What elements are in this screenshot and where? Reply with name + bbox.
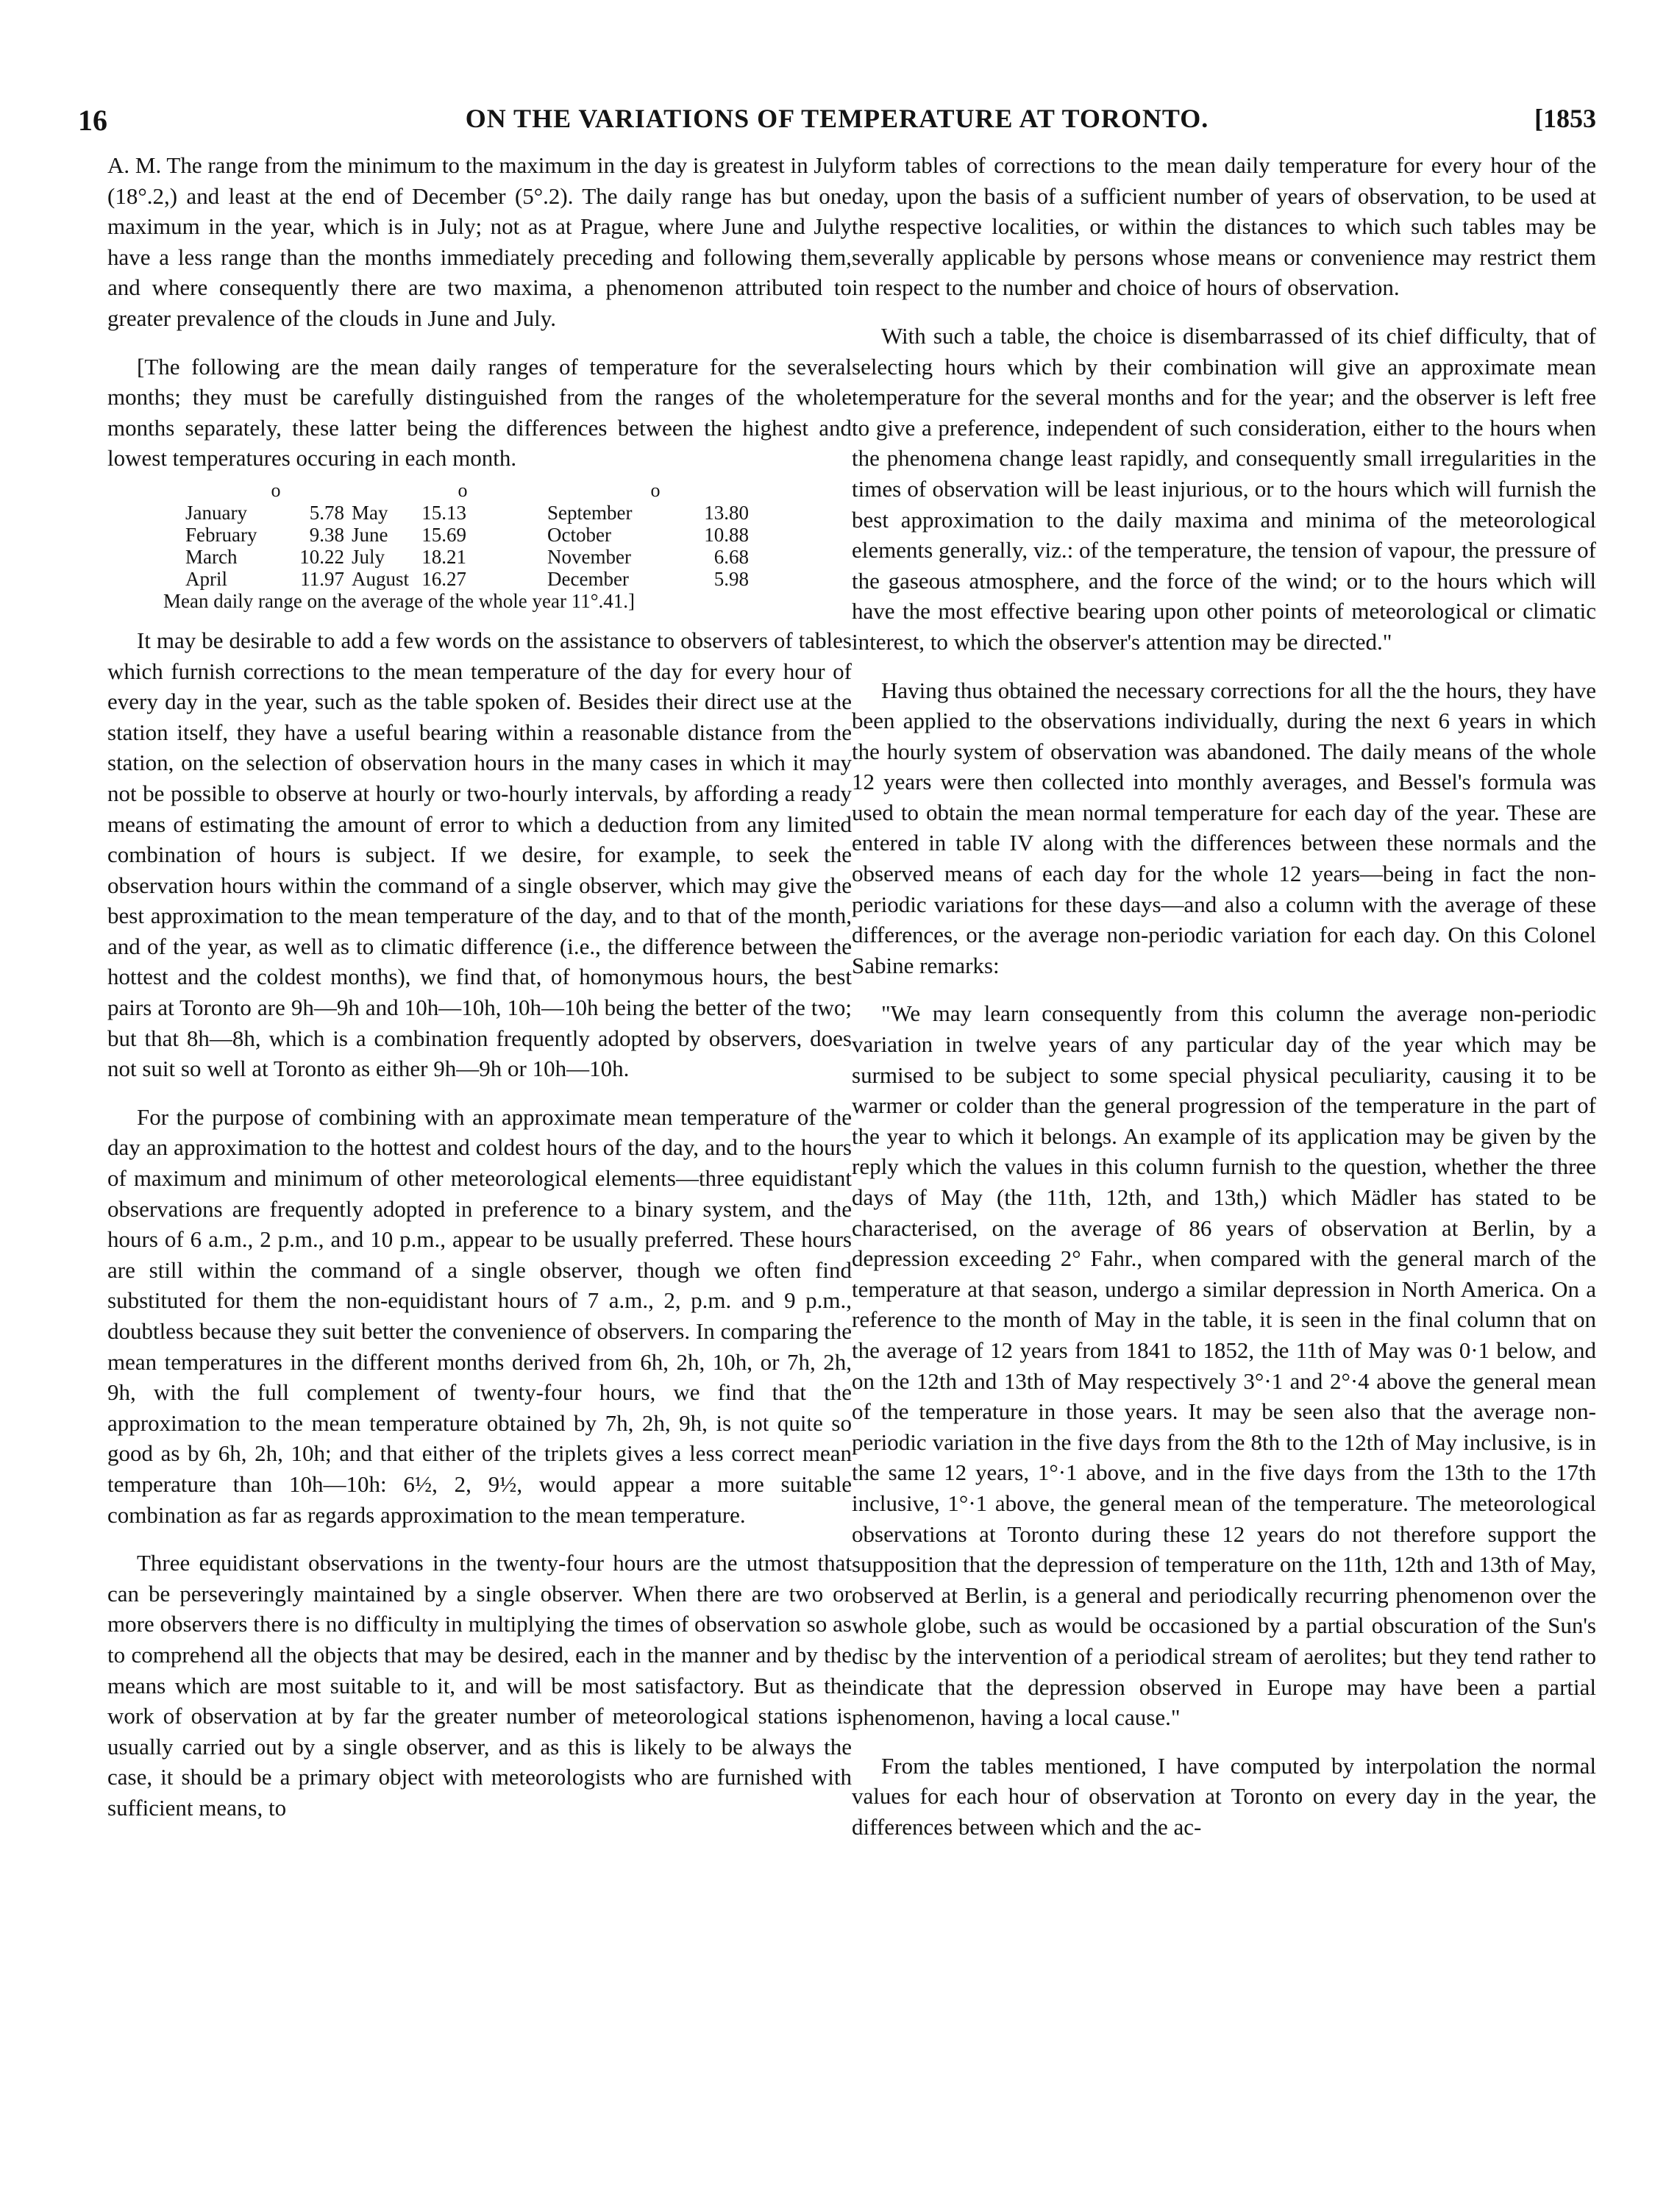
page-title: ON THE VARIATIONS OF TEMPERATURE AT TORONTO. — [465, 104, 1209, 133]
quotation: "We may learn consequently from this column the average non-periodic variation in twelve years of any particular day of the year which may be surmised to be subject to some special physical peculiarity, causing it to be warmer or colder than the general progression of the temperature in the part of the year to which it belongs. An example of its application may be given by the reply which the values in this column furnish to the question, whether the three days of May (the 11th, 12th, and 13th,) which Mädler has stated to be characterised, on the average of 86 years of observation at Berlin, by a depression exceeding 2° Fahr., when compared with the general march of the temperature at that season, undergo a similar depression in North America. On a reference to the month of May in the table, it is seen in the final column that on the average of 12 years from 1841 to 1852, the 11th of May was 0·1 below, and on the 12th and 13th of May respectively 3°·1 and 2°·4 above the general mean of the temperature in those years. It may be seen also that the average non-periodic variation in the five days from the 8th to the 12th of May inclusive, is in the same 12 years, 1°·1 above, and in the five days from the 13th to the 17th inclusive, 1°·1 above, the general mean of the temperature. The meteorological observations at Toronto during these 12 years do not therefore support the supposition that the depression of temperature on the 11th, 12th and 13th of May, observed at Berlin, is a general and periodically recurring phenomenon over the whole globe, such as would be occasioned by a partial obscuration of the Sun's disc by the intervention of a periodical stream of aerolites; but they tend rather to indicate that the depression observed in Europe may have been a partial phenomenon, having a local cause." — [852, 1000, 1596, 1731]
paragraph: Having thus obtained the necessary corrections for all the the hours, they have been applied to the observations individually, during the next 6 years in which the hourly system of observation was abandoned. The daily means of the whole 12 years were then collected into monthly averages, and Bessel's formula was used to obtain the mean normal temperature for each day of the year. These are entered in table IV along with the differences between these normals and the observed means of each day for the whole 12 years—being in fact the non-periodic variations for these days—and also a column with the average of these differences, or the average non-periodic variation for each day. On this Colonel Sabine remarks: — [852, 677, 1596, 978]
paragraph: form tables of corrections to the mean daily temperature for every hour of the day, upon the basis of a sufficient number of years of observation, to be used at the respective localities, or within the distances to which such tables may be severally applicable by persons whose means or convenience may restrict them in respect to the number and choice of hours of observation. — [852, 152, 1596, 301]
month-cell: January — [185, 501, 247, 524]
month-cell: March — [185, 545, 238, 568]
value-cell: 9.38 — [309, 523, 344, 546]
daily-ranges-table — [107, 480, 852, 612]
month-cell: February — [185, 523, 257, 546]
value-cell: 15.13 — [421, 501, 466, 524]
right-column — [852, 150, 1596, 1860]
table-row — [185, 546, 852, 568]
month-cell: April — [185, 567, 227, 590]
table-row — [185, 502, 852, 524]
running-header — [78, 103, 1596, 141]
month-cell: September — [547, 501, 633, 524]
paragraph: Three equidistant observations in the twenty-four hours are the utmost that can be perseveringly maintained by a single observer. When there are two or more observers there is no difficulty in multiplying the times of observation so as to comprehend all the objects that may be desired, each in the manner and by the means which are most suitable to it, and will be most satisfactory. But as the work of observation at by far the greater number of meteorological stations is usually carried out by a single observer, and as this is likely to be always the case, it should be a primary object with meteorologists who are furnished with sufficient means, to — [107, 1550, 852, 1821]
month-cell: August — [352, 567, 410, 590]
month-cell: July — [352, 545, 385, 568]
left-column — [107, 150, 852, 1841]
value-cell: 16.27 — [421, 567, 466, 590]
degree-mark: o — [458, 479, 468, 501]
value-cell: 15.69 — [421, 523, 466, 546]
paragraph: With such a table, the choice is disembarrassed of its chief difficulty, that of selecting hours which by their combination will give an approximate mean temperature for the several months and for the year; and the observer is left free to give a preference, independent of such consideration, either to the hours when the phenomena change least rapidly, and consequently small irregularities in the times of observation will be least injurious, or to the hours which will furnish the best approximation to the daily maxima and minima of the meteorological elements generally, viz.: of the temperature, the tension of vapour, the pressure of the gaseous atmosphere, and the force of the wind; or to the hours which will have the most effective bearing upon other points of meteorological or climatic interest, to which the observer's attention may be directed." — [852, 322, 1596, 655]
degree-mark: o — [271, 479, 281, 501]
value-cell: 13.80 — [704, 501, 749, 524]
paragraph: [The following are the mean daily ranges of temperature for the several months; they must be carefully distinguished from the ranges of the whole months separately, these latter being the differences between the highest and lowest temperatures occuring in each month. — [107, 353, 852, 472]
value-cell: 10.22 — [299, 545, 344, 568]
value-cell: 5.98 — [713, 567, 749, 590]
value-cell: 5.78 — [309, 501, 344, 524]
value-cell: 18.21 — [421, 545, 466, 568]
paragraph: From the tables mentioned, I have computed by interpolation the normal values for each hour of observation at Toronto on every day in the year, the differences between which and the ac- — [852, 1752, 1596, 1840]
degree-marks-row — [185, 480, 852, 502]
month-cell: December — [547, 567, 629, 590]
paragraph: For the purpose of combining with an approximate mean temperature of the day an approximation to the hottest and coldest hours of the day, and to the hours of maximum and minimum of other meteorological elements—three equidistant observations are frequently adopted in preference to a binary system, and the hours of 6 a.m., 2 p.m., and 10 p.m., appear to be usually preferred. These hours are still within the command of a single observer, though we often find substituted for them the non-equidistant hours of 7 a.m., 2, p.m. and 9 p.m., doubtless because they suit better the convenience of observers. In comparing the mean temperatures in the different months derived from 6h, 2h, 10h, or 7h, 2h, 9h, with the full complement of twenty-four hours, we find that the approximation to the mean temperature obtained by 7h, 2h, 9h, is not quite so good as by 6h, 2h, 10h; and that either of the triplets gives a less correct mean temperature than 10h—10h: 6½, 2, 9½, would appear a more suitable combination as far as regards approximation to the mean temperature. — [107, 1103, 852, 1528]
mean-range-line: Mean daily range on the average of the whole year 11°.41.] — [163, 589, 636, 612]
degree-mark: o — [650, 479, 661, 501]
value-cell: 10.88 — [704, 523, 749, 546]
header-year: [1853 — [1534, 104, 1596, 133]
value-cell: 11.97 — [300, 567, 344, 590]
month-cell: June — [352, 523, 388, 546]
table-row — [185, 568, 852, 590]
page-number: 16 — [78, 104, 107, 137]
month-cell: November — [547, 545, 631, 568]
paragraph: A. M. The range from the minimum to the maximum in the day is greatest in July (18°.2,) and least at the end of December (5°.2). The daily range has but one maximum in the year, which is in July; not as at Prague, where June and July have a less range than the months immediately preceding and following them, and where consequently there are two maxima, a phenomenon attributed to greater prevalence of the clouds in June and July. — [107, 152, 852, 331]
value-cell: 6.68 — [713, 545, 749, 568]
month-cell: October — [547, 523, 611, 546]
table-row — [185, 524, 852, 546]
month-cell: May — [352, 501, 388, 524]
paragraph: It may be desirable to add a few words on the assistance to observers of tables which furnish corrections to the mean temperature of the day for every hour of every day in the year, such as the table spoken of. Besides their direct use at the station itself, they have a useful bearing within a reasonable distance from the station, on the selection of observation hours in the many cases in which it may not be possible to observe at hourly or two-hourly intervals, by affording a ready means of estimating the amount of error to which a deduction from any limited combination of hours is subject. If we desire, for example, to seek the observation hours within the command of a single observer, which may give the best approximation to the mean temperature of the day, and to that of the month, and of the year, as well as to climatic difference (i.e., the difference between the hottest and the coldest months), we find that, of homonymous hours, the best pairs at Toronto are 9h—9h and 10h—10h, 10h—10h being the better of the two; but that 8h—8h, which is a combination frequently adopted by observers, does not suit so well at Toronto as either 9h—9h or 10h—10h. — [107, 627, 852, 1082]
